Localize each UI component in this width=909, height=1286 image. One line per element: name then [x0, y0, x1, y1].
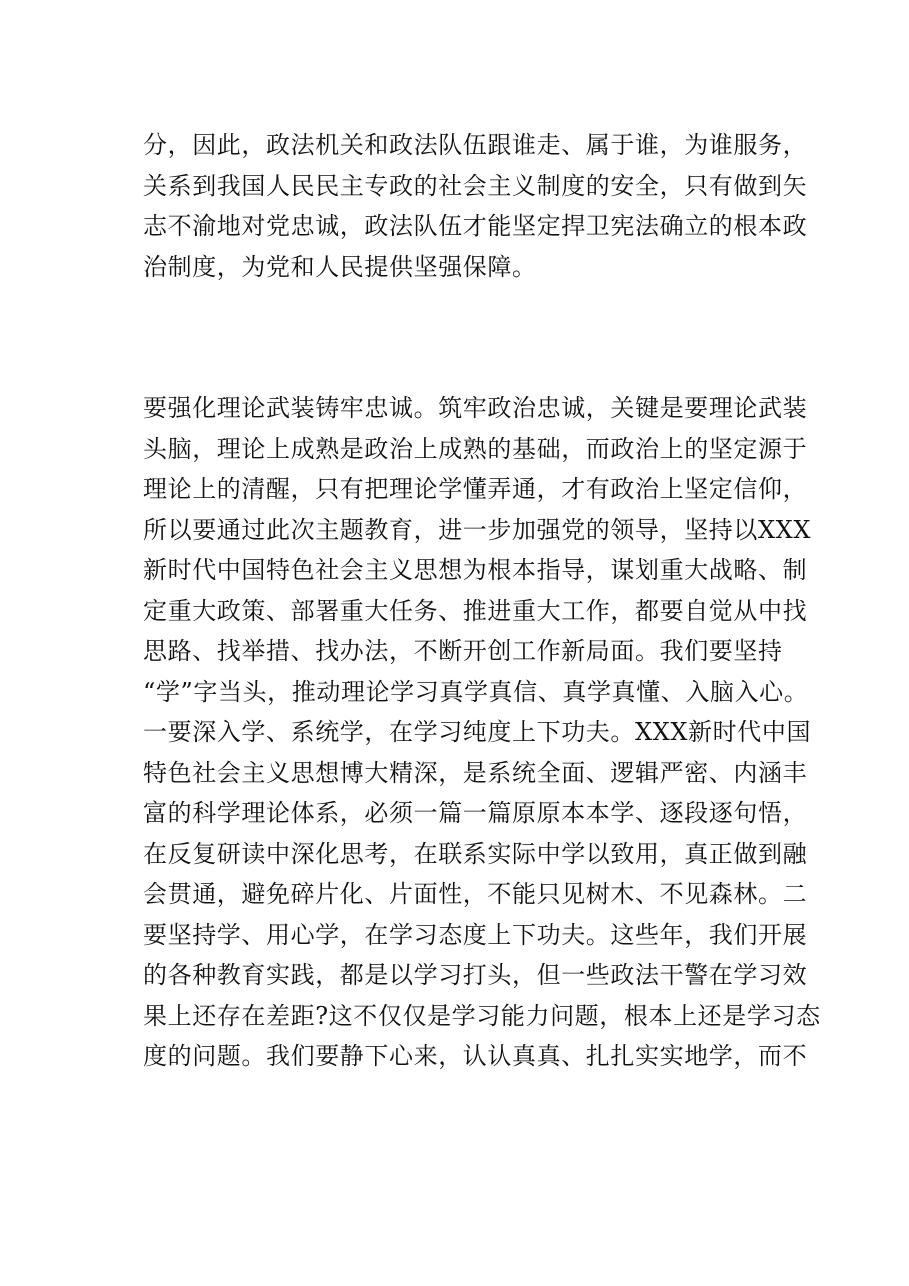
text-line: 志不渝地对党忠诚，政法队伍才能坚定捍卫宪法确立的根本政: [143, 212, 808, 240]
text-line: 特色社会主义思想博大精深，是系统全面、逻辑严密、内涵丰: [143, 758, 808, 787]
text-line: 的各种教育实践，都是以学习打头，但一些政法干警在学习效: [143, 961, 808, 989]
text-line: 会贯通，避免碎片化、片面性，不能只见树木、不见森林。二: [143, 880, 808, 908]
paragraph: [143, 125, 808, 287]
text-line: 头脑，理论上成熟是政治上成熟的基础，而政治上的坚定源于: [143, 434, 808, 463]
text-line: 在反复研读中深化思考，在联系实际中学以致用，真正做到融: [143, 839, 808, 868]
text-line: 分，因此，政法机关和政法队伍跟谁走、属于谁，为谁服务，: [143, 131, 808, 159]
text-line: 思路、找举措、找办法，不断开创工作新局面。我们要坚持: [143, 637, 783, 665]
text-line: 度的问题。我们要静下心来，认认真真、扎扎实实地学，而不: [143, 1042, 808, 1070]
text-line: 要强化理论武装铸牢忠诚。筑牢政治忠诚，关键是要理论武装: [143, 394, 808, 422]
text-line: 治制度，为党和人民提供坚强保障。: [143, 252, 537, 281]
text-line: 一要深入学、系统学，在学习纯度上下功夫。XXX新时代中国: [143, 718, 812, 746]
text-line: 果上还存在差距?这不仅仅是学习能力问题，根本上还是学习态: [143, 1001, 821, 1030]
text-line: “学”字当头，推动理论学习真学真信、真学真懂、入脑入心。: [143, 677, 809, 706]
paragraph: [143, 388, 821, 1077]
text-line: 所以要通过此次主题教育，进一步加强党的领导，坚持以XXX: [143, 515, 812, 544]
text-line: 富的科学理论体系，必须一篇一篇原原本本学、逐段逐句悟，: [143, 799, 808, 827]
text-line: 新时代中国特色社会主义思想为根本指导，谋划重大战略、制: [143, 556, 808, 584]
text-line: 定重大政策、部署重大任务、推进重大工作，都要自觉从中找: [143, 596, 808, 625]
text-line: 关系到我国人民民主专政的社会主义制度的安全，只有做到矢: [143, 171, 808, 200]
text-line: 理论上的清醒，只有把理论学懂弄通，才有政治上坚定信仰，: [143, 475, 808, 503]
text-line: 要坚持学、用心学，在学习态度上下功夫。这些年，我们开展: [143, 920, 808, 949]
